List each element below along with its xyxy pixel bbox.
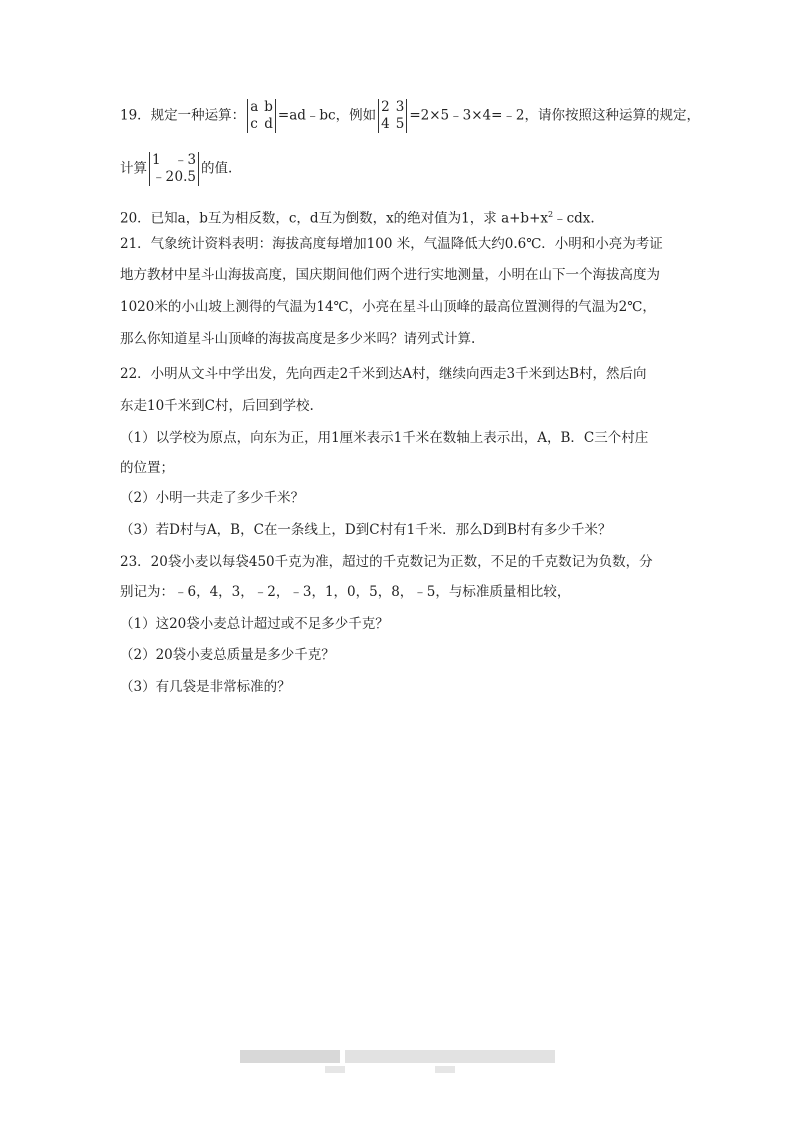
q19-mid1: =ad﹣bc，例如: [277, 107, 377, 124]
q21-line-2: 地方教材中星斗山海拔高度，国庆期间他们两个进行实地测量，小明在山下一个海拔高度为: [120, 267, 660, 283]
q20-exponent: 2: [548, 210, 554, 219]
det-cell: 1: [152, 152, 161, 168]
q19-calc-suffix: 的值.: [201, 160, 233, 177]
q22-line-3: （1）以学校为原点，向东为正，用1厘米表示1千米在数轴上表示出，A，B．C三个村庄: [120, 430, 649, 446]
q23-line-2: 别记为：﹣6，4，3，﹣2，﹣3，1，0，5，8，﹣5，与标准质量相比较，: [120, 584, 571, 600]
q21-line-1: 21．气象统计资料表明：海拔高度每增加100 米，气温降低大约0.6℃．小明和小亮为考证: [120, 236, 663, 252]
det-cell: b: [264, 99, 273, 115]
q19-calc-prefix: 计算: [120, 160, 147, 177]
q22-line-5: （2）小明一共走了多少千米？: [120, 490, 305, 506]
determinant-example: [378, 99, 407, 133]
q22-line-1: 22．小明从文斗中学出发，先向西走2千米到达A村，继续向西走3千米到达B村，然后向: [120, 366, 647, 382]
q23-line-4: （2）20袋小麦总质量是多少千克？: [120, 647, 335, 663]
q22-line-6: （3）若D村与A，B，C在一条线上，D到C村有1千米．那么D到B村有多少千米？: [120, 522, 612, 538]
det-cell: c: [250, 116, 258, 132]
det-cell: 0.5: [174, 169, 196, 185]
determinant-problem: [149, 152, 199, 186]
det-cell: ﹣3: [174, 152, 197, 168]
q19-prefix: 19．规定一种运算：: [120, 107, 246, 124]
q19-mid2: =2×5﹣3×4=﹣2，请你按照这种运算的规定，: [409, 107, 701, 124]
q23-line-5: （3）有几袋是非常标准的？: [120, 679, 291, 695]
det-cell: a: [250, 99, 259, 115]
det-cell: d: [264, 116, 273, 132]
det-cell: ﹣2: [152, 169, 175, 185]
q20-text-end: ﹣cdx.: [553, 210, 595, 227]
q19-line2: [120, 152, 232, 186]
blurred-footer-watermark: [240, 1050, 555, 1076]
q22-line-4: 的位置；: [120, 460, 174, 476]
det-cell: 5: [395, 116, 405, 132]
det-cell: 4: [381, 116, 390, 132]
q21-line-3: 1020米的小山坡上测得的气温为14℃，小亮在星斗山顶峰的最高位置测得的气温为2℃，: [120, 299, 656, 315]
q22-line-2: 东走10千米到C村，后回到学校.: [120, 398, 314, 414]
det-cell: 3: [395, 99, 405, 115]
determinant-abcd: [247, 99, 276, 133]
q21-line-4: 那么你知道星斗山顶峰的海拔高度是多少米吗？请列式计算.: [120, 331, 476, 347]
q23-line-1: 23．20袋小麦以每袋450千克为准，超过的千克数记为正数，不足的千克数记为负数，分: [120, 554, 653, 570]
q23-line-3: （1）这20袋小麦总计超过或不足多少千克？: [120, 616, 389, 632]
q20-text: 20．已知a，b互为相反数，c，d互为倒数，x的绝对值为1，求 a+b+x: [120, 210, 548, 227]
q20-line: [120, 205, 595, 229]
q19-line1: [120, 99, 700, 133]
det-cell: 2: [381, 99, 390, 115]
